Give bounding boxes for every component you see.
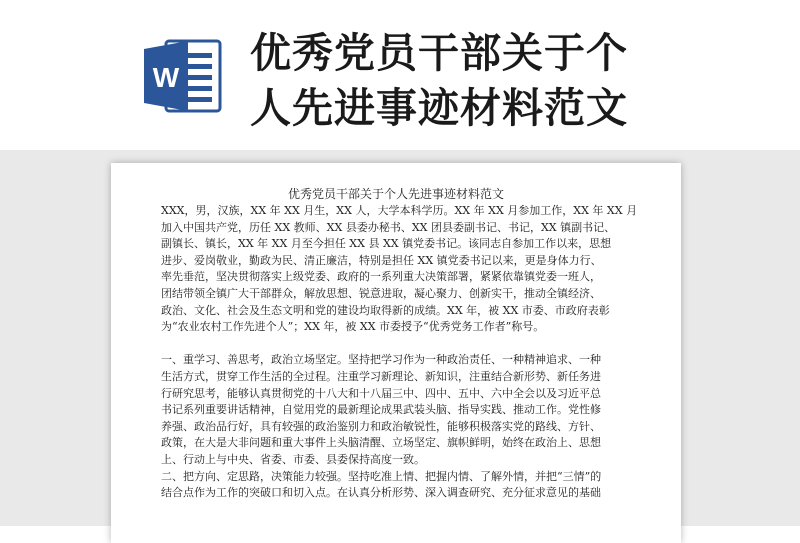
paragraph-gap [161,336,637,353]
body-line: 结合点作为工作的突破口和切入点。在认真分析形势、深入调查研究、充分征求意见的基础 [161,486,601,500]
body-line: 进步、爱岗敬业，勤政为民、清正廉洁，特别是担任 XX 镇党委书记以来，更是身体力行、 [161,253,602,267]
body-line: 为“农业农村工作先进个人”；XX 年，被 XX 市委授予“优秀党务工作者”称号。 [161,320,545,334]
body-line: 二、把方向、定思路，决策能力较强。坚持吃准上情、把握内情、了解外情，并把“三情”的 [161,469,602,483]
document-title: 优秀党员干部关于个人先进事迹材料范文 [287,187,504,201]
banner-title-line-2: 人先进事迹材料范文 [250,84,628,132]
body-line: 政治、文化、社会及生态文明和党的建设均取得新的成绩。XX 年，被 XX 市委、市政府表彰 [161,303,610,317]
body-line: 书记系列重要讲话精神，自觉用党的最新理论成果武装头脑、指导实践、推动工作。党性修 [161,403,601,417]
body-line: 生活方式，贯穿工作生活的全过程。注重学习新理论、新知识，注重结合新形势、新任务进 [161,369,601,383]
body-line: 行研究思考，能够认真贯彻党的十八大和十八届三中、四中、五中、六中全会以及习近平总 [161,386,601,400]
body-line: 副镇长、镇长，XX 年 XX 月至今担任 XX 县 XX 镇党委书记。该同志自参加工作以来，思想 [161,237,612,251]
body-line: 一、重学习、善思考，政治立场坚定。坚持把学习作为一种政治责任、一种精神追求、一种 [161,353,601,367]
document-body [161,203,637,502]
body-line: 加入中国共产党，历任 XX 教师、XX 县委办秘书、XX 团县委副书记、书记，XX 镇副书记、 [161,220,616,234]
body-line: 政策，在大是大非问题和重大事件上头脑清醒、立场坚定、旗帜鲜明，始终在政治上、思想 [161,436,601,450]
body-line: 养强、政治品行好，具有较强的政治鉴别力和政治敏锐性，能够积极落实党的路线、方针、 [161,419,601,433]
document-page [111,163,681,543]
body-line: 上、行动上与中央、省委、市委、县委保持高度一致。 [161,452,425,466]
word-icon [142,35,224,117]
banner-title [250,26,790,136]
banner-title-line-1: 优秀党员干部关于个 [250,29,628,77]
word-icon-letter: W [152,62,180,93]
body-line: 率先垂范，坚决贯彻落实上级党委、政府的一系列重大决策部署，紧紧依靠镇党委一班人， [161,270,601,284]
body-line: XXX，男，汉族，XX 年 XX 月生，XX 人，大学本科学历。XX 年 XX 月参加工作，XX 年 XX 月 [161,204,637,217]
body-line: 团结带领全镇广大干部群众，解放思想、锐意进取，凝心聚力、创新实干，推动全镇经济、 [161,286,601,300]
